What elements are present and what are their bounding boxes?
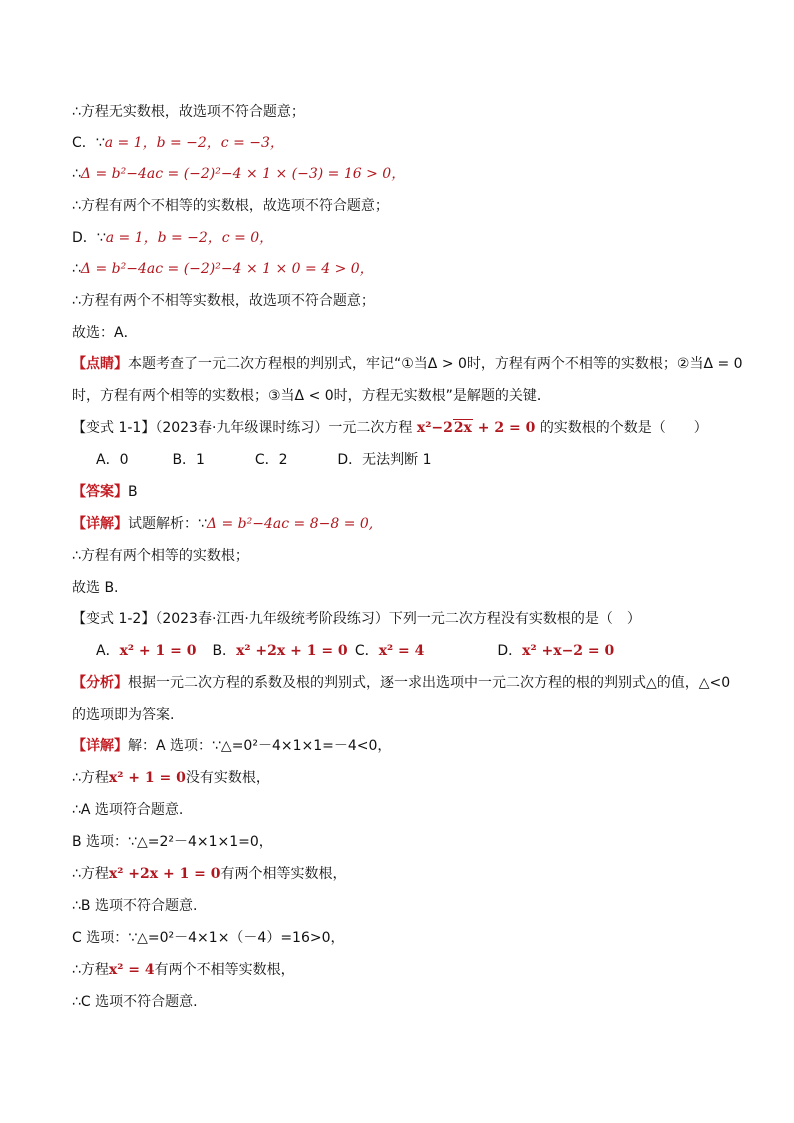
variant-text: （2023春·九年级课时练习）一元二次方程: [155, 420, 413, 436]
text-part: 没有实数根，: [185, 770, 270, 786]
math-expression: Δ = b²−4ac = 8−8 = 0,: [206, 516, 374, 532]
math-expression: a = 1，b = −2，c = −3，: [104, 135, 284, 151]
answer-value: B: [128, 484, 138, 500]
option-label: D．∵: [72, 230, 106, 246]
option-b: [212, 641, 350, 661]
text-line: [72, 133, 284, 153]
text-line: ∴方程有两个相等的实数根；: [72, 548, 249, 564]
text-line: ∴B 选项不符合题意.: [72, 898, 198, 914]
math-expression: Δ = b²−4ac = (−2)²−4 × 1 × 0 = 4 > 0，: [80, 261, 374, 277]
variant-tag: 【变式 1-2】: [72, 611, 156, 627]
tip-tag: 【点睛】: [72, 356, 128, 372]
text-line: [72, 864, 347, 884]
tip-line: 时，方程有两个相等的实数根；③当Δ < 0时，方程无实数根”是解题的关键．: [72, 388, 551, 404]
variant-text: 的实数根的个数是（ ）: [539, 420, 708, 436]
text-part: ∴方程: [72, 866, 109, 882]
option-c: C．2: [254, 452, 288, 468]
detail-text: 解：A 选项：∵△=0²－4×1×1=－4<0，: [128, 738, 392, 754]
option-label: A．: [96, 643, 120, 659]
detail-tag: 【详解】: [72, 738, 128, 754]
text-line: 的选项即为答案.: [72, 707, 175, 723]
math-expression: a = 1，b = −2，c = 0，: [105, 230, 274, 246]
text-line: [72, 164, 405, 184]
text-line: [72, 259, 374, 279]
text-part: ∴方程: [72, 962, 109, 978]
text-line: ∴方程有两个不相等实数根，故选项不符合题意；: [72, 293, 375, 309]
option-a: A．0: [96, 452, 129, 468]
answer-tag: 【答案】: [72, 484, 128, 500]
detail-tag: 【详解】: [72, 516, 128, 532]
text-line: [72, 228, 273, 248]
math-part: x²−2: [416, 420, 453, 436]
detail-text: 试题解析：∵: [128, 516, 207, 532]
text-line: ∴方程无实数根，故选项不符合题意；: [72, 104, 305, 120]
math-part: + 2 = 0: [472, 420, 536, 436]
math-expression: [417, 419, 536, 436]
text-line: C 选项：∵△=0²－4×1×（－4）=16>0，: [72, 930, 345, 946]
math-expression: x² = 4: [108, 962, 155, 978]
variant-tag: 【变式 1-1】: [72, 420, 156, 436]
option-label: C．: [354, 643, 379, 659]
option-a: [96, 641, 208, 661]
analysis-text: 根据一元二次方程的系数及根的判别式，逐一求出选项中一元二次方程的根的判别式△的值，△<0: [128, 675, 731, 691]
detail-line: [72, 514, 373, 534]
text-line: ∴A 选项符合题意.: [72, 802, 184, 818]
tip-line: [72, 354, 743, 374]
text-line: [72, 960, 295, 980]
math-expression: x² = 4: [378, 643, 425, 659]
analysis-line: [72, 673, 730, 693]
math-expression: x² +2x + 1 = 0: [108, 866, 221, 882]
answer-line: [72, 482, 138, 502]
variant-text: （2023春·江西·九年级统考阶段练习）下列一元二次方程没有实数根的是（ ）: [155, 611, 641, 627]
option-c: [355, 641, 493, 661]
text-line: B 选项：∵△=2²－4×1×1=0，: [72, 834, 273, 850]
text-part: ∴方程: [72, 770, 109, 786]
text-line: 故选：A．: [72, 325, 138, 341]
options-row: [96, 450, 432, 470]
analysis-tag: 【分析】: [72, 675, 128, 691]
option-label: C．∵: [72, 135, 105, 151]
tip-text: 本题考查了一元二次方程根的判别式，牢记“①当Δ > 0时，方程有两个不相等的实数根；②当Δ = 0: [128, 356, 743, 372]
variant-question: [72, 418, 708, 438]
variant-question: [72, 609, 641, 629]
sqrt-expression: 2x: [453, 420, 472, 436]
option-label: D．: [497, 643, 523, 659]
therefore-symbol: ∴: [72, 261, 81, 277]
option-d: D．无法判断 1: [337, 452, 432, 468]
math-expression: x² +2x + 1 = 0: [236, 643, 348, 659]
option-b: B．1: [172, 452, 205, 468]
text-line: ∴C 选项不符合题意.: [72, 994, 198, 1010]
text-part: 有两个不相等实数根，: [154, 962, 295, 978]
math-expression: x² +x−2 = 0: [522, 643, 615, 659]
text-line: [72, 768, 270, 788]
math-expression: x² + 1 = 0: [119, 643, 197, 659]
math-expression: x² + 1 = 0: [108, 770, 186, 786]
option-d: [497, 641, 614, 661]
options-row: [96, 641, 614, 661]
detail-line: [72, 736, 391, 756]
option-label: B．: [212, 643, 237, 659]
therefore-symbol: ∴: [72, 166, 81, 182]
text-line: 故选 B.: [72, 580, 119, 596]
text-line: ∴方程有两个不相等的实数根，故选项不符合题意；: [72, 198, 389, 214]
text-part: 有两个相等实数根，: [220, 866, 347, 882]
math-expression: Δ = b²−4ac = (−2)²−4 × 1 × (−3) = 16 > 0，: [80, 166, 406, 182]
